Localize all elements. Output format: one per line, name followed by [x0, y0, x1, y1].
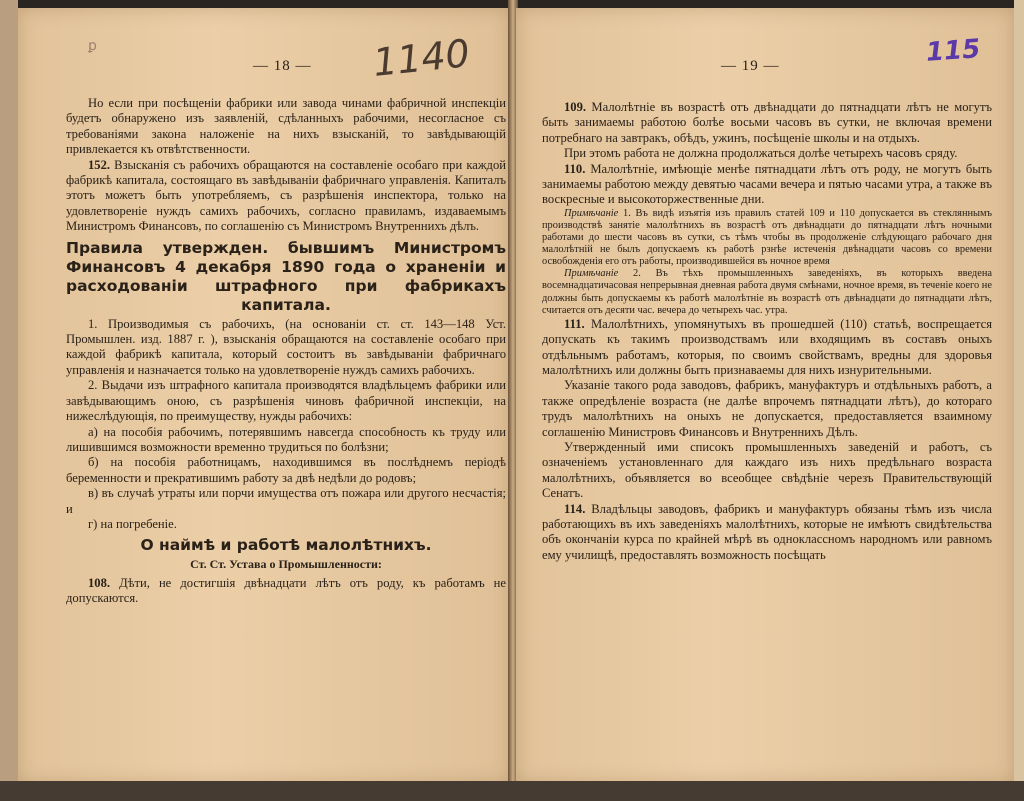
left-page	[18, 8, 510, 783]
note-text: 1. Въ видѣ изъятія изъ правилъ статей 109 и 110 допускается въ стекляннымъ производствѣ занятіе малолѣтнихъ въ возрастѣ отъ двѣнадцати до пятнадцати лѣтъ ночными работами до шести часовъ въ сутки, съ тѣмъ чтобы въ продолженіе слѣдующаго рабочаго дня малолѣтній не былъ допускаемъ къ работѣ рзнѣе истеченія двѣнадцати часовъ со времени освобожденія его отъ работы, производившейся въ ночное время	[542, 207, 992, 268]
right-text-body	[542, 100, 992, 563]
article-text: Малолѣтнихъ, упомянутыхъ въ прошедшей (110) статьѣ, воспрещается допускать къ такимъ производствамъ или входящимъ въ составъ оныхъ отдѣльнымъ работамъ, которыя, по своимъ свойствамъ, вредны для здоровья малолѣтнихъ или должны быть признаваемы для нихъ изнурительными.	[542, 316, 992, 377]
article-number: 110.	[564, 161, 586, 176]
section-heading-minors: О наймѣ и работѣ малолѣтнихъ.	[140, 536, 432, 555]
article-109-continuation: При этомъ работа не должна продолжаться долѣе четырехъ часовъ сряду.	[564, 146, 958, 161]
article-number: 152.	[88, 157, 111, 172]
scan-background	[0, 781, 1024, 801]
article-109	[542, 100, 992, 146]
article-text: Малолѣтніе, имѣющіе менѣе пятнадцати лѣтъ отъ роду, не могутъ быть занимаемы работою между девятью часами вечера и пятью часами утра, а также въ воскресные и высокоторжественные дни.	[542, 161, 992, 207]
left-edge	[0, 0, 18, 801]
article-number: 109.	[564, 100, 587, 114]
article-111	[542, 317, 992, 379]
note-label: Примѣчаніе	[564, 268, 619, 280]
page-number-left: — 18 —	[253, 58, 312, 74]
article-text: Малолѣтніе въ возрастѣ отъ двѣнадцати до пятнадцати лѣтъ не могутъ быть занимаемы работою болѣе восьми часовъ въ сутки, не включая времени потребнаго на завтракъ, обѣдъ, ужинъ, посѣщеніе школы и на отдыхъ.	[542, 100, 992, 145]
article-114	[542, 502, 992, 564]
right-edge	[1014, 0, 1024, 801]
note-2	[542, 268, 992, 316]
rule-2-item-g: г) на погребеніе.	[88, 516, 177, 531]
rule-2-item-a: а) на пособія рабочимъ, потерявшимъ навсегда способность къ труду или лишившимся возможности временно трудиться по болѣзни;	[66, 424, 506, 454]
article-text: Дѣти, не достигшія двѣнадцати лѣтъ отъ роду, къ работамъ не допускаются.	[66, 575, 506, 606]
article-number: 114.	[564, 501, 586, 516]
section-heading-rules: Правила утвержден. бывшимъ Министромъ Финансовъ 4 декабря 1890 года о храненіи и расходованіи штрафного при фабрикахъ капитала.	[66, 238, 506, 314]
article-number: 108.	[88, 575, 111, 590]
right-page	[516, 8, 1014, 783]
article-110	[542, 162, 992, 208]
article-text: Взысканія съ рабочихъ обращаются на составленіе особаго при каждой фабрикѣ капитала, состоящаго въ завѣдываніи фабричнаго управленія. Капиталъ этотъ можетъ быть употребляемъ, съ разрѣшенія инспектора, только на удовлетвореніе нуждъ самихъ рабочихъ, согласно правиламъ, издаваемымъ Министромъ Финансовъ, по соглашенію съ Министромъ Внутреннихъ дѣлъ.	[66, 157, 506, 234]
article-152	[66, 158, 506, 235]
page-number-right: — 19 —	[721, 58, 780, 74]
rule-2-item-b: б) на пособія работницамъ, находившимся въ послѣднемъ періодѣ беременности и прекратившимъ работу за двѣ недѣли до родовъ;	[66, 455, 506, 485]
article-text: Владѣльцы заводовъ, фабрикъ и мануфактуръ обязаны тѣмъ изъ числа работающихъ въ ихъ заведеніяхъ малолѣтнихъ, которые не имѣютъ свидѣтельства объ окончаніи курса по крайней мѣрѣ въ одноклассномъ народномъ или равномъ ему училищѣ, предоставлять возможность посѣщать	[542, 501, 992, 562]
left-text-body	[66, 96, 506, 607]
note-1	[542, 208, 992, 268]
note-label: Примѣчаніе	[564, 207, 619, 219]
subheading-statute: Ст. Ст. Устава о Промышленности:	[190, 557, 382, 572]
article-number: 111.	[564, 316, 585, 331]
article-108	[66, 576, 506, 607]
paragraph-indication: Указаніе такого рода заводовъ, фабрикъ, мануфактуръ и отдѣльныхъ работъ, а также опредѣленіе возраста (не далѣе впрочемъ пятнадцати лѣтъ), до котораго трудъ малолѣтнихъ на оныхъ не допускается, предоставляется взаимному соглашенію Министровъ Финансовъ и Внутреннихъ Дѣлъ.	[542, 378, 992, 439]
note-text: 2. Въ тѣхъ промышленныхъ заведеніяхъ, въ которыхъ введена восемнадцатичасовая непрерывная дневная работа двумя смѣнами, ночное время, въ теченіе коего не должны быть допускаемы къ работѣ малолѣтніе въ возрастѣ отъ двѣнадцати до пятнадцати лѣтъ, считается отъ десяти час. вечера до четырехъ час. утра.	[542, 268, 992, 316]
paragraph: Но если при посѣщеніи фабрики или завода чинами фабричной инспекціи будетъ обнаружено изъ заявленій, сдѣланныхъ рабочими, несогласное съ требованіями закона наложеніе на нихъ взысканій, то завѣдывающій привлекается къ отвѣтственности.	[66, 96, 506, 157]
stamp-mark: ꝑ	[88, 39, 97, 54]
rule-2-item-v: в) въ случаѣ утраты или порчи имущества отъ пожара или другого несчастія; и	[66, 486, 506, 516]
paragraph-list: Утвержденный ими списокъ промышленныхъ заведеній и работъ, съ означеніемъ установленнаго для каждаго изъ нихъ предѣльнаго возраста малолѣтнихъ, объявляется во всеобщее свѣдѣніе черезъ Правительствующій Сенатъ.	[542, 439, 992, 501]
handwritten-note-left: 1140	[370, 31, 472, 85]
rule-2: 2. Выдачи изъ штрафного капитала производятся владѣльцемъ фабрики или завѣдывающимъ оною, съ разрѣшенія чиновъ фабричной инспекціи, на нижеслѣдующія, по преимуществу, нужды рабочихъ:	[66, 378, 506, 424]
handwritten-note-right: 115	[925, 34, 982, 68]
rule-1: 1. Производимыя съ рабочихъ, (на основаніи ст. ст. 143—148 Уст. Промышлен. изд. 1887 г. ), взысканія обращаются на составленіе особаго при каждой фабрикѣ капитала, который состоитъ въ завѣдываніи фабричнаго управленія и назначается только на удовлетвореніе нуждъ самихъ рабочихъ.	[66, 316, 506, 377]
